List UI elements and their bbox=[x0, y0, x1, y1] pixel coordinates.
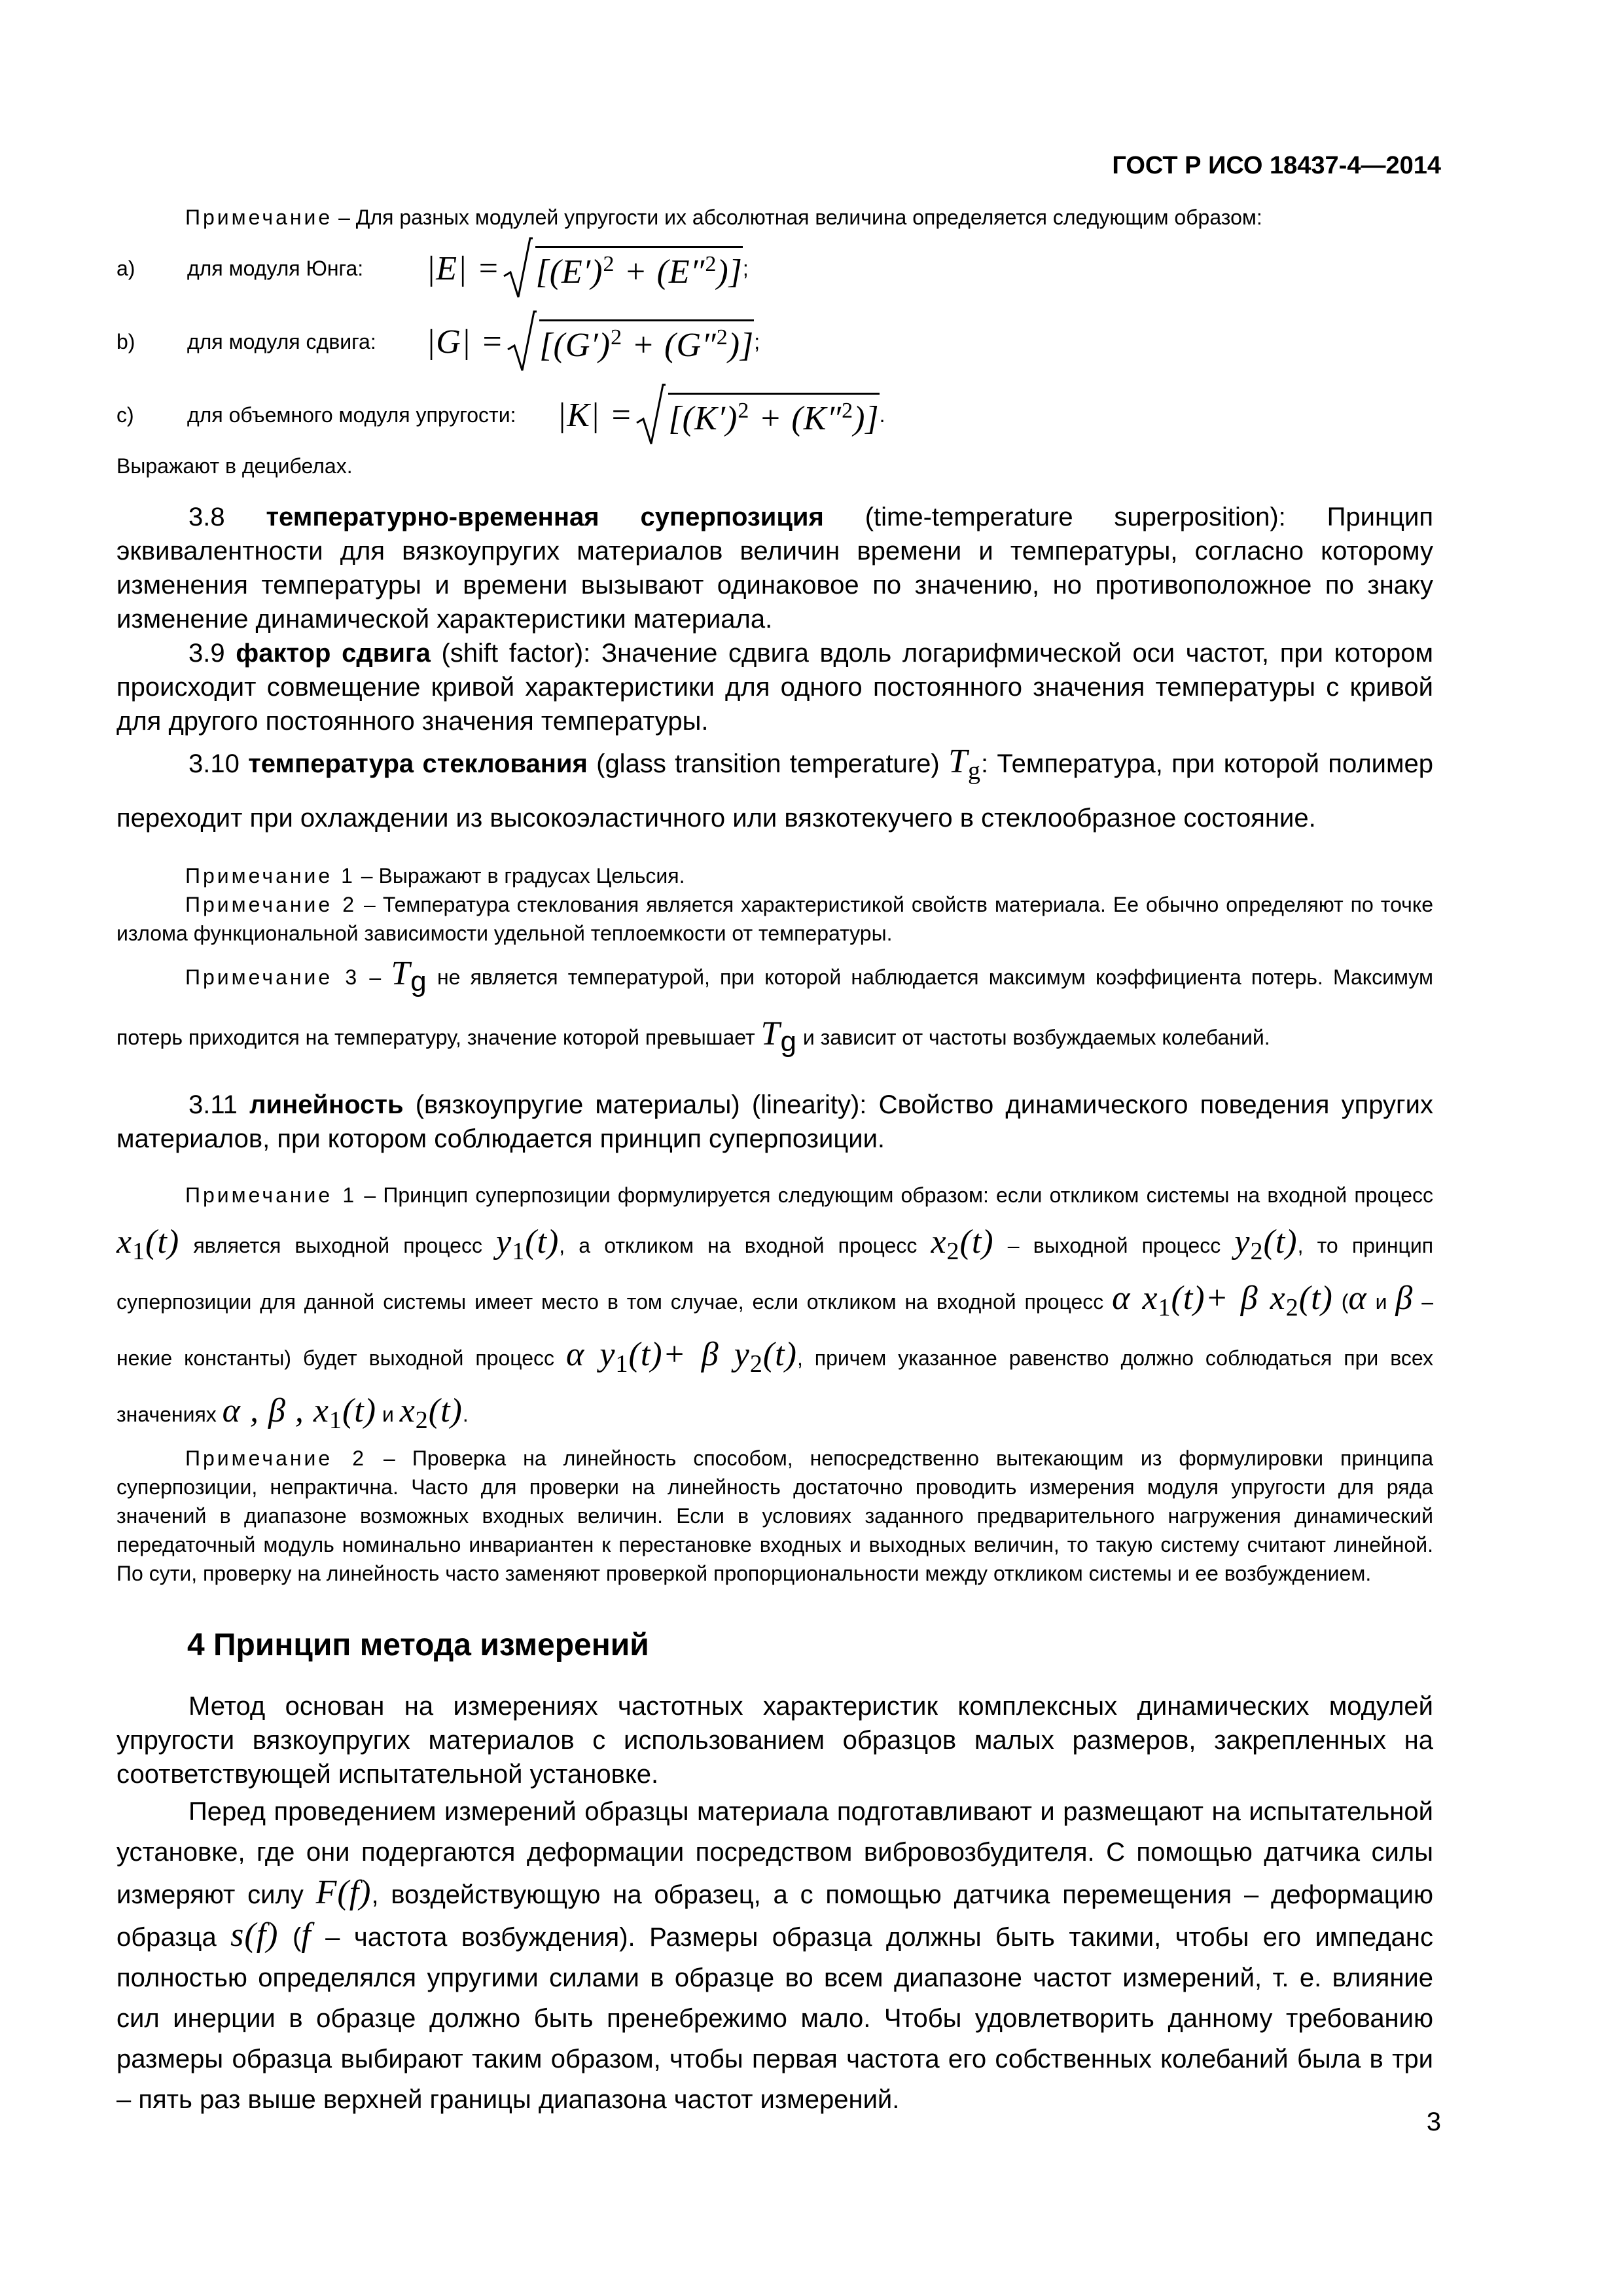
section-4-paragraph-1: Метод основан на измерениях частотных характеристик комплексных динамических модулей упругости вязкоупругих материалов с использованием образцов малых размеров, закрепленных на соответствующей испытательной установке. bbox=[116, 1692, 1433, 1789]
section-4-paragraph-2: Перед проведением измерений образцы материала подготавливают и размещают на испытательной установке, где они подергаются деформации посредством вибровозбудителя. С помощью датчика силы измеряют силу F(f), воздействующую на образец, а с помощью датчика перемещения – деформацию образца s(f) (f – частота возбуждения). Размеры образца должны быть такими, чтобы его импеданс полностью определялся упругими силами в образце во всем диапазоне частот измерений, т. е. влияние сил инерции в образце должно быть пренебрежимо мало. Чтобы удовлетворить данному требованию размеры образца выбирают таким образом, чтобы первая частота его собственных колебаний была в три – пять раз выше верхней границы диапазона частот измерений. bbox=[116, 1797, 1433, 2114]
item-label: для модуля сдвига: bbox=[187, 329, 376, 353]
definition-3-11: 3.11 линейность (вязкоупругие материалы) (linearity): Свойство динамического поведения упругих материалов, при котором соблюдается принцип суперпозиции. bbox=[116, 1090, 1433, 1153]
note-moduli bbox=[116, 203, 1433, 232]
note-3: Примечание 3 – Tg не является температурой, при которой наблюдается максимум коэффициента потерь. Максимум потерь приходится на температуру, значение которой превышает Tg и зависит от частоты возбуждаемых колебаний. bbox=[116, 955, 1434, 1058]
note-footer: Выражают в децибелах. bbox=[116, 454, 353, 478]
modulus-row-bulk bbox=[116, 378, 1433, 452]
note-1: Примечание 1 – Выражают в градусах Цельсия. bbox=[185, 864, 685, 888]
document-header: ГОСТ Р ИСО 18437-4—2014 bbox=[1112, 152, 1441, 179]
modulus-row-young bbox=[116, 232, 1433, 305]
notes-3-11 bbox=[116, 1172, 1433, 1588]
term: температурно-временная суперпозиция bbox=[266, 503, 824, 531]
definition-3-9: 3.9 фактор сдвига (shift factor): Значение сдвига вдоль логарифмической оси частот, при котором происходит совмещение кривой характеристики для одного постоянного значения температуры с кривой для другого постоянного значения температуры. bbox=[116, 639, 1434, 736]
sqrt-icon bbox=[635, 382, 666, 448]
definition-3-10: 3.10 температура стеклования (glass transition temperature) $T_g$: Температура, при которой полимер переходит при охлаждении из высокоэластичного или вязкотекучего в стеклообразное состояние. bbox=[116, 743, 1434, 833]
note-text: – Для разных модулей упругости их абсолютная величина определяется следующим образом: bbox=[332, 206, 1262, 229]
item-letter: a) bbox=[116, 256, 135, 280]
young-modulus-formula: |E| = $[(E')^2 + (E''^2)]$ ; bbox=[426, 236, 749, 301]
note-2: Примечание 2 – Температура стеклования является характеристикой свойств материала. Ее обычно определяют по точке излома функциональной зависимости удельной теплоемкости от температуры. bbox=[116, 893, 1433, 945]
note-1: Примечание 1 – Принцип суперпозиции формулируется следующим образом: если откликом системы на входной процесс $x_1(t)$ является выходной процесс $y_1(t)$, а откликом на входной процесс $x_2(t)$ – выходной процесс $y_2(t)$, то принцип суперпозиции для данной системы имеет место в том случае, если откликом на входной процесс α $x_1(t)+ \beta$ $x_2(t)$ (α и β – некие константы) будет выходной процесс α $y_1(t)+ \beta$ $y_2(t)$, причем указанное равенство должно соблюдаться при всех значениях α , β , $x_1(t)$ и $x_2(t)$. bbox=[116, 1183, 1434, 1434]
item-label: для модуля Юнга: bbox=[187, 256, 364, 280]
sqrt-icon bbox=[503, 236, 533, 301]
term: температура стеклования bbox=[248, 749, 588, 778]
modulus-row-shear bbox=[116, 305, 1433, 378]
sqrt-icon bbox=[507, 309, 537, 374]
notes-3-10 bbox=[116, 861, 1433, 1068]
definition-3-8: 3.8 температурно-временная суперпозиция (time-temperature superposition): Принцип эквивалентности для вязкоупругих материалов величин времени и температуры, согласно которому изменения температуры и времени вызывают одинаковое по значению, но противоположное по знаку изменение динамической характеристики материала. bbox=[116, 503, 1434, 634]
note-2: Примечание 2 – Проверка на линейность способом, непосредственно вытекающим из формулировки принципа суперпозиции, непрактична. Часто для проверки на линейность достаточно проводить измерения модуля упругости для ряда значений в диапазоне возможных входных величин. Если в условиях заданного предварительного нагружения динамический передаточный модуль номинально инвариантен к перестановке входных и выходных величин, то такую систему считают линейной. По сути, проверку на линейность часто заменяют проверкой пропорциональности между откликом системы и ее возбуждением. bbox=[116, 1446, 1434, 1585]
term: фактор сдвига bbox=[236, 639, 431, 668]
page-number: 3 bbox=[1426, 2108, 1441, 2136]
item-letter: c) bbox=[116, 403, 134, 427]
page-content bbox=[116, 203, 1433, 2120]
item-letter: b) bbox=[116, 329, 135, 353]
shear-modulus-formula: |G| = $[(G')^2 + (G''^2)]$ ; bbox=[426, 309, 760, 374]
term: линейность bbox=[249, 1090, 404, 1119]
section-title: 4 Принцип метода измерений bbox=[187, 1628, 649, 1662]
note-label: Примечание bbox=[185, 206, 333, 229]
item-label: для объемного модуля упругости: bbox=[187, 403, 516, 427]
bulk-modulus-formula: |K| = $[(K')^2 + (K''^2)]$ . bbox=[557, 382, 885, 448]
